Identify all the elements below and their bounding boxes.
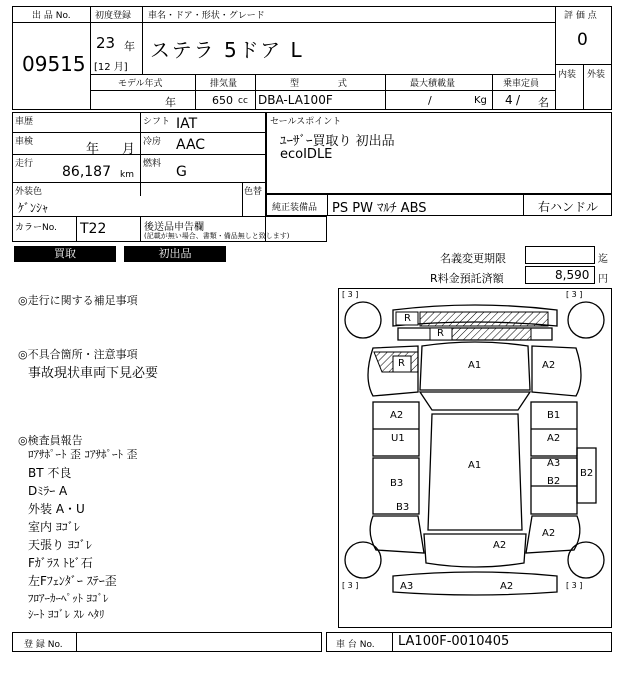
mark-fender-a2: A2 <box>542 360 556 371</box>
color-no-value: T22 <box>80 221 107 237</box>
fuel-label: 燃料 <box>143 159 162 169</box>
color-change-label: 色替 <box>244 187 263 197</box>
mark-rr-fender-a2: A2 <box>542 528 556 539</box>
defects-title: ◎不具合箇所・注意事項 <box>18 348 138 361</box>
history-label: 車歴 <box>15 117 34 127</box>
recycle-value: 8,590 <box>555 268 590 282</box>
mark-rear-a2: A2 <box>500 581 514 592</box>
color-label: 外装色 <box>15 187 43 197</box>
lot-number: 09515 <box>22 52 86 76</box>
chassis-label: 車 台 No. <box>336 640 375 650</box>
mark-lf-door-u1: U1 <box>391 433 405 444</box>
reg-year-unit: 年 <box>124 40 135 53</box>
mileage-value: 86,187 <box>62 164 111 180</box>
recycle-label: R料金預託済額 <box>430 272 504 285</box>
ac-label: 冷房 <box>143 137 162 147</box>
sales-point-line2: ecoIDLE <box>280 147 333 162</box>
mark-rr-side-b2: B2 <box>580 468 594 479</box>
car-name: ステラ 5ドア L <box>150 38 304 62</box>
grade-label: 評 価 点 <box>564 11 597 21</box>
mark-trunk-a2: A2 <box>493 540 507 551</box>
aftermarket-label: 後送品申告欄 <box>144 222 204 233</box>
purchase-badge: 買取 <box>14 246 116 262</box>
inspector-line: BT 不良 <box>28 466 72 480</box>
ac-value: AAC <box>176 137 206 153</box>
shift-value: IAT <box>176 116 198 132</box>
max-load-sep: / <box>428 94 432 107</box>
inspector-line: 天張り ﾖｺﾞﾚ <box>28 538 92 552</box>
chassis-number: LA100F-0010405 <box>398 634 510 649</box>
equipment-label: 純正装備品 <box>272 203 318 213</box>
inspector-line: 左Fﾌｪﾝﾀﾞｰ ｽﾃｰ歪 <box>28 574 117 588</box>
first-listing-badge: 初出品 <box>124 246 226 262</box>
name-change-unit: 迄 <box>598 254 608 265</box>
inspector-title: ◎検査員報告 <box>18 434 83 447</box>
corner-label-tl: [ 3 ] <box>342 290 359 299</box>
mark-roof-a1: A1 <box>468 460 482 471</box>
defects-text: 事故現状車両下見必要 <box>28 366 159 381</box>
inspector-line: ｼｰﾄ ﾖｺﾞﾚ ｽﾚ ﾍﾀﾘ <box>28 608 105 621</box>
name-change-label: 名義変更期限 <box>440 252 506 265</box>
displacement-unit: cc <box>238 96 248 106</box>
model-year-unit: 年 <box>165 96 176 109</box>
equipment-value: PS PW ﾏﾙﾁ ABS <box>332 201 427 216</box>
reg-year: 23 <box>96 34 116 52</box>
mark-rf-door-a2: A2 <box>547 433 561 444</box>
fuel-value: G <box>176 164 187 180</box>
mileage-unit: km <box>120 170 134 180</box>
mark-lr-door-b3: B3 <box>390 478 404 489</box>
inspection-month-unit: 月 <box>122 142 136 157</box>
sales-point-label: セールスポイント <box>270 117 342 127</box>
diagram-marks <box>338 288 612 628</box>
max-load-unit: Kg <box>474 95 487 106</box>
lot-label: 出 品 No. <box>32 11 71 21</box>
driving-notes-title: ◎走行に関する補足事項 <box>18 294 138 307</box>
grade-value: 0 <box>577 30 588 50</box>
reg-month: [12 月] <box>94 62 128 73</box>
inspection-year-unit: 年 <box>86 142 100 157</box>
displacement-value: 650 <box>212 94 233 107</box>
inspector-line: Fｶﾞﾗｽ ﾄﾋﾞ石 <box>28 556 93 570</box>
car-name-label: 車名・ドア・形状・グレード <box>148 11 265 21</box>
aftermarket-note: (記載が無い場合、書類・備品無しと致します) <box>144 232 290 240</box>
recycle-unit: 円 <box>598 274 608 285</box>
corner-label-br: [ 3 ] <box>566 581 583 590</box>
capacity-value: 4 <box>505 93 513 107</box>
color-no-label: カラーNo. <box>15 223 57 233</box>
shift-label: シフト <box>143 117 171 127</box>
inspector-line: ﾌﾛｱｰｶｰﾍﾟｯﾄ ﾖｺﾞﾚ <box>28 592 109 605</box>
max-load-label: 最大積載量 <box>410 79 456 89</box>
mark-front-r1: R <box>404 313 411 324</box>
mark-rf-door-b1: B1 <box>547 410 561 421</box>
reg-no-label: 登 録 No. <box>24 640 63 650</box>
name-change-box <box>525 246 595 264</box>
interior-label: 内装 <box>558 70 577 80</box>
exterior-label: 外装 <box>587 70 606 80</box>
mark-hood-a1: A1 <box>468 360 482 371</box>
inspector-line: Dﾐﾗｰ A <box>28 484 68 498</box>
displacement-label: 排気量 <box>210 79 238 89</box>
sales-point-line1: ﾕｰｻﾞｰ買取り 初出品 <box>280 134 395 149</box>
inspector-line: 外装 A・U <box>28 502 85 516</box>
color-value: ｹﾞﾝｼｬ <box>18 201 49 215</box>
corner-label-tr: [ 3 ] <box>566 290 583 299</box>
mark-rear-a3: A3 <box>400 581 414 592</box>
model-code-label: 型 式 <box>290 79 365 89</box>
inspection-label: 車検 <box>15 137 34 147</box>
model-year-label: モデル年式 <box>118 79 163 89</box>
mark-rr-door-b2: B2 <box>547 476 561 487</box>
inspector-line: 室内 ﾖｺﾞﾚ <box>28 520 80 534</box>
inspector-line: ﾛｱｻﾎﾟｰﾄ 歪 ｺｱｻﾎﾟｰﾄ 歪 <box>28 448 138 461</box>
corner-label-bl: [ 3 ] <box>342 581 359 590</box>
steering-value: 右ハンドル <box>538 200 599 214</box>
capacity-sep: / <box>516 93 521 107</box>
capacity-label: 乗車定員 <box>503 79 540 89</box>
mark-front-r2: R <box>437 328 444 339</box>
mark-rr-door-a3: A3 <box>547 458 561 469</box>
mileage-label: 走行 <box>15 159 34 169</box>
first-reg-label: 初度登録 <box>95 11 132 21</box>
mark-hood-r: R <box>398 358 405 369</box>
mark-lf-door-a2: A2 <box>390 410 404 421</box>
model-code: DBA-LA100F <box>258 93 333 107</box>
capacity-unit: 名 <box>538 96 549 109</box>
mark-lr-fender-b3: B3 <box>396 502 410 513</box>
